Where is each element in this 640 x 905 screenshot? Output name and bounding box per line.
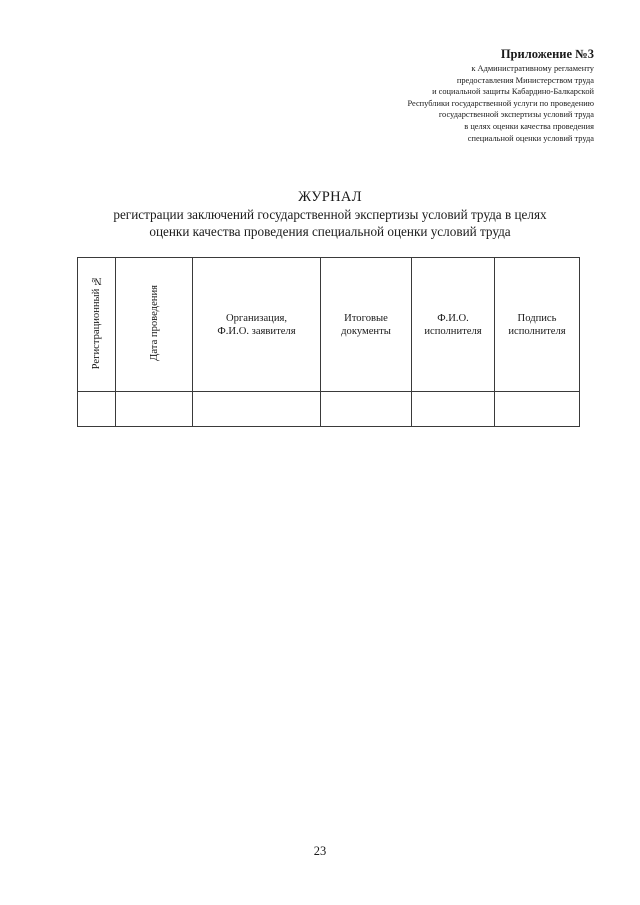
column-header-reg-number — [78, 258, 116, 392]
table-row — [78, 392, 580, 427]
column-header-organization — [193, 258, 321, 392]
appendix-title: Приложение №3 — [500, 47, 594, 61]
appendix-line: предоставления Министерством труда — [456, 75, 594, 85]
journal-subtitle-line: оценки качества проведения специальной оценки условий труда — [149, 224, 511, 239]
column-header-date — [116, 258, 193, 392]
appendix-line: и социальной защиты Кабардино-Балкарской — [432, 87, 594, 97]
appendix-line: государственной экспертизы условий труда — [438, 110, 594, 120]
appendix-line: специальной оценки условий труда — [467, 133, 594, 143]
appendix-line: Республики государственной услуги по проведению — [407, 98, 594, 108]
column-header-label: Итоговые — [344, 312, 388, 324]
table-cell — [321, 392, 412, 427]
table-cell — [78, 392, 116, 427]
appendix-line: в целях оценки качества проведения — [464, 121, 594, 131]
column-header-label: Ф.И.О. — [437, 312, 469, 324]
column-header-label: исполнителя — [424, 325, 482, 337]
column-header-label: Ф.И.О. заявителя — [217, 325, 296, 337]
column-header-label: документы — [341, 325, 391, 337]
journal-title: ЖУРНАЛ — [298, 189, 362, 205]
column-header-label: Подпись — [517, 312, 557, 324]
table-cell — [495, 392, 580, 427]
column-header-label: Регистрационный № — [91, 275, 102, 370]
appendix-line: к Административному регламенту — [471, 64, 594, 73]
journal-heading — [60, 188, 600, 240]
table-cell — [116, 392, 193, 427]
column-header-label: Организация, — [225, 312, 288, 324]
journal-subtitle-line: регистрации заключений государственной экспертизы условий труда в целях — [113, 207, 547, 222]
column-header-signature — [495, 258, 580, 392]
table-cell — [193, 392, 321, 427]
column-header-label: Дата проведения — [148, 284, 160, 361]
column-header-documents — [321, 258, 412, 392]
column-header-executor — [412, 258, 495, 392]
column-header-label: исполнителя — [508, 325, 566, 337]
journal-table — [77, 257, 580, 427]
table-cell — [412, 392, 495, 427]
page-number: 23 — [313, 844, 327, 858]
appendix-block — [264, 46, 594, 144]
table-header-row — [78, 258, 580, 392]
